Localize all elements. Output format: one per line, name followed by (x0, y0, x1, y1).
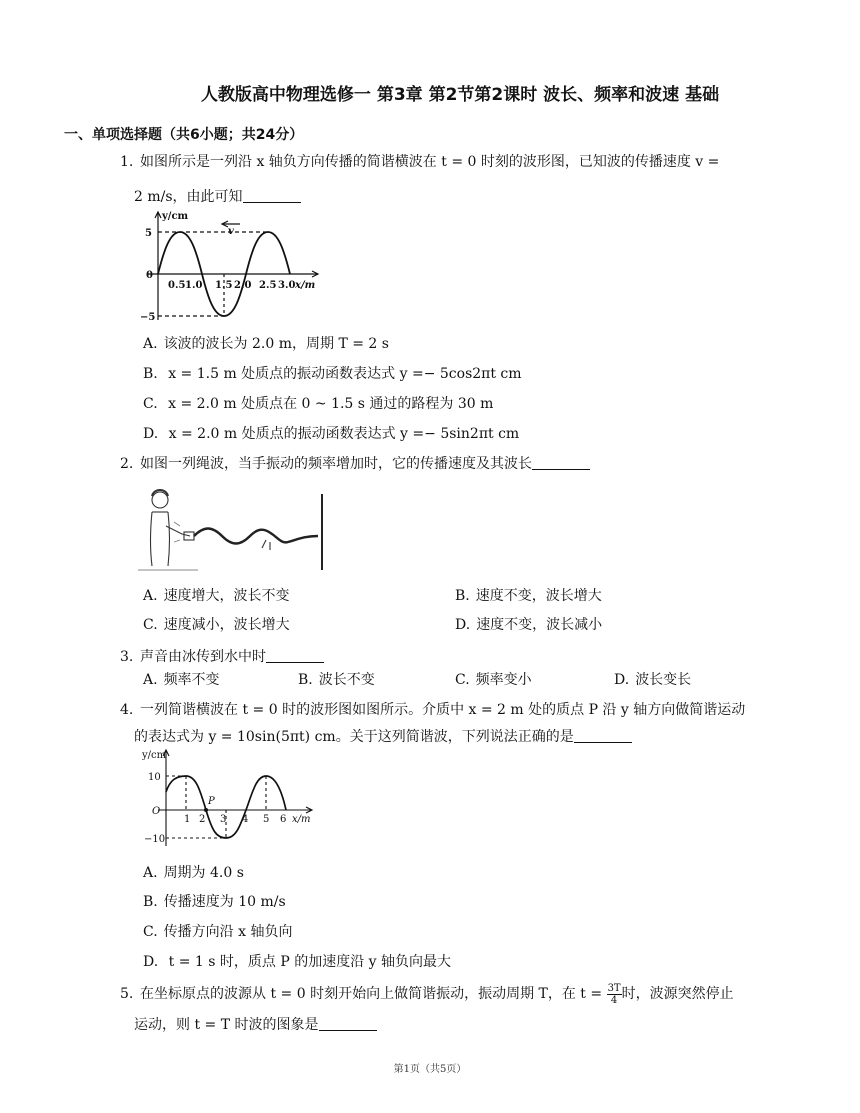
x-tick: 1.5 (215, 280, 233, 291)
q3-option-a[interactable] (143, 669, 220, 689)
question-text: 在坐标原点的波源从 t = 0 时刻开始向上做简谐振动，振动周期 T，在 t = (140, 986, 603, 1002)
option-text: 波长变长 (635, 672, 692, 688)
x-tick: 5 (263, 814, 270, 825)
page-title: 人教版高中物理选修一 第3章 第2节第2课时 波长、频率和波速 基础 (200, 85, 720, 105)
page-footer: 第1页（共5页） (393, 1064, 467, 1075)
question-text: 声音由冰传到水中时 (140, 649, 266, 665)
q1-option-b[interactable] (143, 363, 522, 383)
q2-option-c[interactable] (143, 614, 290, 634)
option-text: 频率不变 (163, 672, 220, 688)
option-text: 传播方向沿 x 轴负向 (163, 924, 293, 940)
question-text: 一列简谐横波在 t = 0 时的波形图如图所示。介质中 x = 2 m 处的质点 P 沿 y 轴方向做简谐运动 (140, 702, 746, 718)
option-label: C. (143, 924, 158, 940)
q1-option-d[interactable] (143, 423, 519, 443)
answer-blank[interactable] (574, 728, 632, 743)
question-1-stem (120, 150, 780, 174)
question-1-stem-cont (134, 186, 301, 206)
option-text: x = 2.0 m 处质点的振动函数表达式 y =− 5sin2πt cm (164, 426, 520, 442)
question-number: 1. (120, 154, 134, 170)
option-text: 传播速度为 10 m/s (163, 894, 286, 910)
question-number: 5. (120, 986, 134, 1002)
q2-rope-wave-figure (138, 482, 328, 572)
question-number: 2. (120, 456, 134, 472)
x-tick: 3.0 (278, 280, 296, 291)
q4-option-b[interactable] (143, 891, 286, 911)
x-tick: 1.0 (185, 280, 203, 291)
option-label: B. (455, 588, 470, 604)
velocity-label: v (228, 226, 234, 237)
option-text: 周期为 4.0 s (163, 865, 244, 881)
option-label: B. (143, 366, 158, 382)
option-text: 速度减小，波长增大 (163, 617, 290, 633)
option-text: x = 1.5 m 处质点的振动函数表达式 y =− 5cos2πt cm (163, 366, 522, 382)
answer-blank[interactable] (532, 455, 590, 470)
point-p-label: P (208, 796, 215, 807)
y-axis-label: y/cm (162, 211, 189, 222)
q3-option-b[interactable] (298, 669, 375, 689)
answer-blank[interactable] (266, 648, 324, 663)
option-text: 速度不变，波长增大 (475, 588, 602, 604)
x-tick: 2 (199, 814, 206, 825)
question-text: 如图一列绳波，当手振动的频率增加时，它的传播速度及其波长 (140, 456, 532, 472)
y-tick: −10 (144, 834, 166, 845)
fraction-3t-over-4 (607, 983, 622, 1006)
question-5-stem (120, 982, 780, 1006)
option-text: 速度增大，波长不变 (163, 588, 290, 604)
y-axis-label: y/cm (142, 750, 167, 761)
option-label: D. (455, 617, 471, 633)
answer-blank[interactable] (319, 1016, 377, 1031)
question-text: 时，波源突然停止 (621, 986, 734, 1002)
section-heading: 一、单项选择题（共6小题；共24分） (64, 127, 304, 143)
x-tick: 3 (220, 814, 227, 825)
question-text: 2 m/s，由此可知 (134, 189, 243, 205)
q1-option-a[interactable] (143, 333, 389, 353)
q2-option-a[interactable] (143, 585, 290, 605)
fraction-denominator: 4 (610, 994, 618, 1006)
x-tick: 1 (184, 814, 191, 825)
q3-option-c[interactable] (455, 669, 532, 689)
q2-option-d[interactable] (455, 614, 602, 634)
x-tick: 2.5 (259, 280, 277, 291)
option-label: D. (614, 672, 630, 688)
q4-wave-figure (142, 748, 322, 848)
option-text: 频率变小 (475, 672, 532, 688)
q4-option-c[interactable] (143, 921, 292, 941)
q1-option-c[interactable] (143, 393, 493, 413)
option-label: D. (143, 954, 159, 970)
option-text: x = 2.0 m 处质点在 0 ~ 1.5 s 通过的路程为 30 m (163, 396, 494, 412)
question-2-stem (120, 452, 780, 476)
y-tick: 10 (148, 772, 161, 783)
q1-wave-figure (138, 208, 328, 326)
option-label: A. (143, 672, 158, 688)
question-4-stem-cont (134, 726, 632, 746)
q2-option-b[interactable] (455, 585, 602, 605)
question-text: 如图所示是一列沿 x 轴负方向传播的简谐横波在 t = 0 时刻的波形图，已知波的传播速度 v = (140, 154, 720, 170)
option-text: 速度不变，波长减小 (476, 617, 603, 633)
x-tick: 6 (280, 814, 287, 825)
y-tick: O (152, 806, 161, 817)
option-label: C. (143, 396, 158, 412)
x-axis-label: x/m (292, 814, 311, 825)
q4-option-d[interactable] (143, 951, 451, 971)
fraction-numerator: 3T (607, 982, 621, 994)
question-4-stem (120, 698, 780, 722)
x-tick: 4 (242, 814, 249, 825)
x-axis-label: x/m (295, 280, 316, 291)
question-text: 运动，则 t = T 时波的图象是 (134, 1017, 319, 1033)
option-label: C. (143, 617, 158, 633)
option-text: 波长不变 (318, 672, 375, 688)
answer-blank[interactable] (243, 188, 301, 203)
y-tick: 0 (146, 270, 153, 281)
option-label: D. (143, 426, 159, 442)
option-text: 该波的波长为 2.0 m，周期 T = 2 s (163, 336, 389, 352)
question-5-stem-cont (134, 1014, 377, 1034)
option-label: A. (143, 588, 158, 604)
option-label: C. (455, 672, 470, 688)
y-tick: 5 (145, 228, 152, 239)
option-label: A. (143, 336, 158, 352)
x-tick: 2.0 (234, 280, 252, 291)
question-number: 3. (120, 649, 134, 665)
q3-option-d[interactable] (614, 669, 691, 689)
q4-option-a[interactable] (143, 862, 244, 882)
question-3-stem (120, 645, 780, 669)
option-label: A. (143, 865, 158, 881)
question-text: 的表达式为 y = 10sin(5πt) cm。关于这列简谐波，下列说法正确的是 (134, 729, 574, 745)
option-text: t = 1 s 时，质点 P 的加速度沿 y 轴负向最大 (164, 954, 452, 970)
option-label: B. (298, 672, 313, 688)
question-number: 4. (120, 702, 134, 718)
x-tick: 0.5 (168, 280, 186, 291)
option-label: B. (143, 894, 158, 910)
y-tick: −5 (140, 312, 156, 323)
